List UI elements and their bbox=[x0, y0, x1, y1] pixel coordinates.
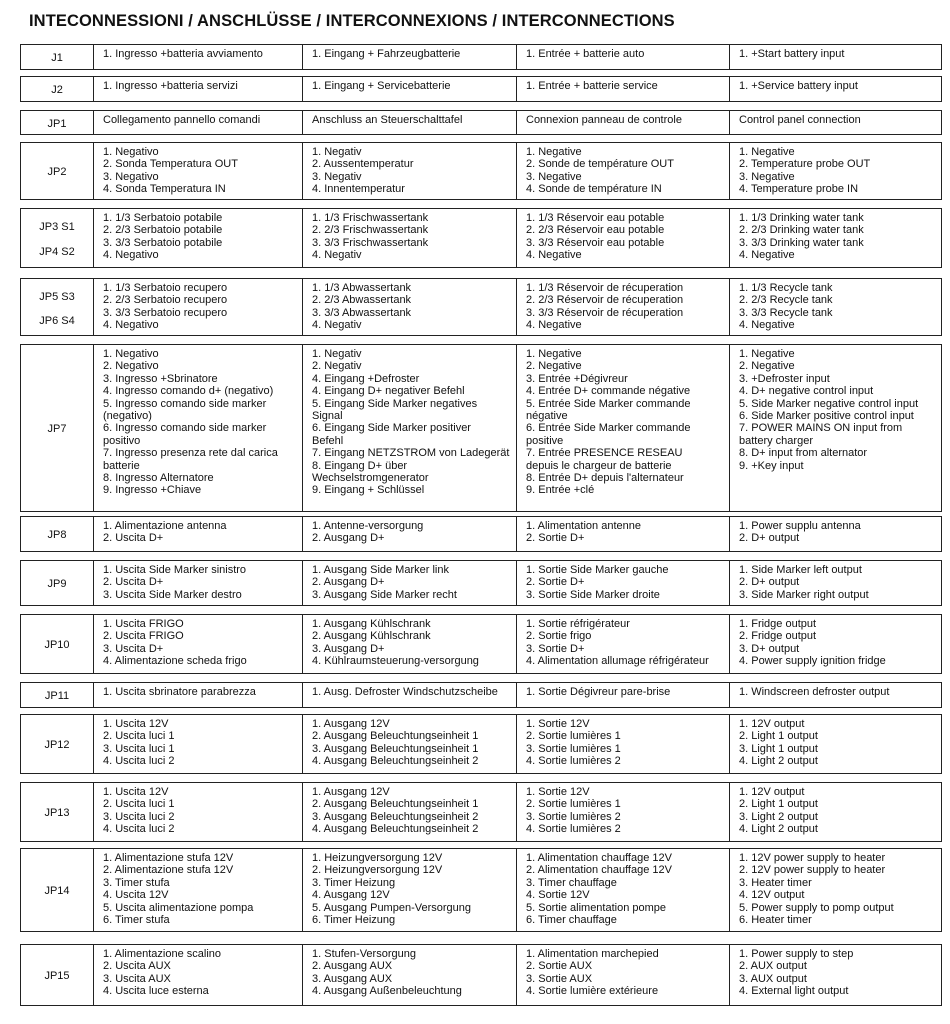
cell-german: 1. 1/3 Abwassertank 2. 2/3 Abwassertank 3. 3/3 Abwassertank 4. Negativ bbox=[303, 279, 517, 335]
cell-italian: 1. 1/3 Serbatoio potabile 2. 2/3 Serbatoio potabile 3. 3/3 Serbatoio potabile 4. Negativo bbox=[94, 209, 303, 267]
connector-id: JP2 bbox=[21, 143, 94, 199]
cell-french: 1. Negative 2. Negative 3. Entrée +Dégivreur 4. Entrée D+ commande négative 5. Entrée Side Marker commande négative 6. Entrée Side Marker commande positive 7. Entrée PRESENCE RESEAU depuis le chargeur de batterie 8. Entrée D+ depuis l'alternateur 9. Entrée +clé bbox=[517, 345, 730, 511]
cell-german: 1. Ausgang 12V 2. Ausgang Beleuchtungseinheit 1 3. Ausgang Beleuchtungseinheit 2 4. Ausgang Beleuchtungseinheit 2 bbox=[303, 783, 517, 841]
connector-id: JP10 bbox=[21, 615, 94, 673]
cell-french: 1. 1/3 Réservoir de récuperation 2. 2/3 Réservoir de récuperation 3. 3/3 Réservoir de récuperation 4. Negative bbox=[517, 279, 730, 335]
table-row bbox=[20, 944, 942, 1006]
connector-id: JP8 bbox=[21, 517, 94, 551]
cell-english: 1. Negative 2. Negative 3. +Defroster input 4. D+ negative control input 5. Side Marker negative control input 6. Side Marker positive control input 7. POWER MAINS ON input from battery charger 8. D+ input from alternator 9. +Key input bbox=[739, 348, 919, 472]
cell-english: 1. Side Marker left output 2. D+ output 3. Side Marker right output bbox=[739, 564, 869, 601]
cell-german: 1. Negativ 2. Negativ 4. Eingang +Defroster 4. Eingang D+ negativer Befehl 5. Eingang Side Marker negatives Signal 6. Eingang Side Marker positiver Befehl 7. Eingang NETZSTROM von Ladegerät 8. Eingang D+ über Wechselstromgenerator 9. Eingang + Schlüssel bbox=[303, 345, 517, 511]
cell-french: 1. 1/3 Réservoir eau potable 2. 2/3 Réservoir eau potable 3. 3/3 Réservoir eau potable 4. Negative bbox=[517, 209, 730, 267]
cell-italian: 1. Uscita 12V 2. Uscita luci 1 3. Uscita luci 1 4. Uscita luci 2 bbox=[94, 715, 303, 773]
cell-italian: 1. Alimentazione stufa 12V 2. Alimentazione stufa 12V 3. Timer stufa 4. Uscita 12V 5. Uscita alimentazione pompa 6. Timer stufa bbox=[94, 849, 303, 931]
cell-english: 1. Fridge output 2. Fridge output 3. D+ output 4. Power supply ignition fridge bbox=[739, 618, 886, 668]
cell-english: 1. 12V output 2. Light 1 output 3. Light 1 output 4. Light 2 output bbox=[739, 718, 818, 768]
table-row bbox=[20, 344, 942, 512]
table-row bbox=[20, 278, 942, 336]
cell-french: 1. Negative 2. Sonde de température OUT 3. Negative 4. Sonde de température IN bbox=[517, 143, 730, 199]
cell-french: 1. Sortie Dégivreur pare-brise bbox=[517, 683, 730, 707]
cell-english: 1. Negative 2. Temperature probe OUT 3. Negative 4. Temperature probe IN bbox=[739, 146, 871, 196]
cell-italian: 1. Uscita Side Marker sinistro 2. Uscita D+ 3. Uscita Side Marker destro bbox=[94, 561, 303, 605]
table-row bbox=[20, 110, 942, 135]
cell-french: 1. Alimentation antenne 2. Sortie D+ bbox=[517, 517, 730, 551]
cell-german: Anschluss an Steuerschalttafel bbox=[303, 111, 517, 134]
cell-french: 1. Sortie 12V 2. Sortie lumières 1 3. Sortie lumières 2 4. Sortie lumières 2 bbox=[517, 783, 730, 841]
page-title: INTECONNESSIONI / ANSCHLÜSSE / INTERCONNEXIONS / INTERCONNECTIONS bbox=[29, 12, 675, 30]
table-row bbox=[20, 44, 942, 70]
cell-italian: 1. Uscita 12V 2. Uscita luci 1 3. Uscita luci 2 4. Uscita luci 2 bbox=[94, 783, 303, 841]
cell-german: 1. Antenne-versorgung 2. Ausgang D+ bbox=[303, 517, 517, 551]
cell-italian: Collegamento pannello comandi bbox=[94, 111, 303, 134]
cell-italian: 1. Ingresso +batteria servizi bbox=[94, 77, 303, 101]
cell-french: 1. Sortie 12V 2. Sortie lumières 1 3. Sortie lumières 1 4. Sortie lumières 2 bbox=[517, 715, 730, 773]
cell-german: 1. Eingang + Fahrzeugbatterie bbox=[303, 45, 517, 69]
cell-french: 1. Entrée + batterie service bbox=[517, 77, 730, 101]
cell-italian: 1. Alimentazione scalino 2. Uscita AUX 3. Uscita AUX 4. Uscita luce esterna bbox=[94, 945, 303, 1005]
connector-id: JP3 S1 JP4 S2 bbox=[21, 209, 94, 267]
table-row bbox=[20, 848, 942, 932]
table-row bbox=[20, 714, 942, 774]
connector-id: JP14 bbox=[21, 849, 94, 931]
connector-id: J1 bbox=[21, 45, 94, 69]
cell-german: 1. Ausgang Kühlschrank 2. Ausgang Kühlschrank 3. Ausgang D+ 4. Kühlraumsteuerung-versorgung bbox=[303, 615, 517, 673]
connector-id: JP7 bbox=[21, 345, 94, 511]
cell-english: 1. 12V power supply to heater 2. 12V power supply to heater 3. Heater timer 4. 12V output 5. Power supply to pomp output 6. Heater timer bbox=[739, 852, 894, 927]
table-row bbox=[20, 76, 942, 102]
connector-id: J2 bbox=[21, 77, 94, 101]
cell-french: 1. Sortie Side Marker gauche 2. Sortie D+ 3. Sortie Side Marker droite bbox=[517, 561, 730, 605]
cell-italian: 1. Uscita sbrinatore parabrezza bbox=[94, 683, 303, 707]
connector-id: JP12 bbox=[21, 715, 94, 773]
connector-id: JP9 bbox=[21, 561, 94, 605]
table-row bbox=[20, 682, 942, 708]
cell-english: 1. Power supplu antenna 2. D+ output bbox=[739, 520, 861, 545]
cell-french: 1. Sortie réfrigérateur 2. Sortie frigo 3. Sortie D+ 4. Alimentation allumage réfrigérateur bbox=[517, 615, 730, 673]
cell-italian: 1. Negativo 2. Sonda Temperatura OUT 3. Negativo 4. Sonda Temperatura IN bbox=[94, 143, 303, 199]
cell-german: 1. Eingang + Servicebatterie bbox=[303, 77, 517, 101]
table-row bbox=[20, 208, 942, 268]
cell-italian: 1. Uscita FRIGO 2. Uscita FRIGO 3. Uscita D+ 4. Alimentazione scheda frigo bbox=[94, 615, 303, 673]
cell-italian: 1. 1/3 Serbatoio recupero 2. 2/3 Serbatoio recupero 3. 3/3 Serbatoio recupero 4. Negativo bbox=[94, 279, 303, 335]
table-row bbox=[20, 782, 942, 842]
cell-german: 1. Ausg. Defroster Windschutzscheibe bbox=[303, 683, 517, 707]
cell-italian: 1. Negativo 2. Negativo 3. Ingresso +Sbrinatore 4. Ingresso comando d+ (negativo) 5. Ingresso comando side marker (negativo) 6. Ingresso comando side marker positivo 7. Ingresso presenza rete dal carica batterie 8. Ingresso Alternatore 9. Ingresso +Chiave bbox=[94, 345, 303, 511]
connector-id: JP15 bbox=[21, 945, 94, 1005]
cell-german: 1. Negativ 2. Aussentemperatur 3. Negativ 4. Innentemperatur bbox=[303, 143, 517, 199]
cell-italian: 1. Ingresso +batteria avviamento bbox=[94, 45, 303, 69]
connector-id: JP1 bbox=[21, 111, 94, 134]
cell-english: 1. +Service battery input bbox=[739, 80, 858, 92]
cell-german: 1. Ausgang 12V 2. Ausgang Beleuchtungseinheit 1 3. Ausgang Beleuchtungseinheit 1 4. Ausgang Beleuchtungseinheit 2 bbox=[303, 715, 517, 773]
cell-english: 1. 1/3 Drinking water tank 2. 2/3 Drinking water tank 3. 3/3 Drinking water tank 4. Negative bbox=[739, 212, 864, 262]
cell-german: 1. Heizungversorgung 12V 2. Heizungversorgung 12V 3. Timer Heizung 4. Ausgang 12V 5. Ausgang Pumpen-Versorgung 6. Timer Heizung bbox=[303, 849, 517, 931]
cell-french: 1. Alimentation chauffage 12V 2. Alimentation chauffage 12V 3. Timer chauffage 4. Sortie 12V 5. Sortie alimentation pompe 6. Timer chauffage bbox=[517, 849, 730, 931]
cell-english: 1. Power supply to step 2. AUX output 3. AUX output 4. External light output bbox=[739, 948, 854, 998]
connector-id: JP13 bbox=[21, 783, 94, 841]
cell-french: 1. Alimentation marchepied 2. Sortie AUX 3. Sortie AUX 4. Sortie lumière extérieure bbox=[517, 945, 730, 1005]
cell-english: 1. 12V output 2. Light 1 output 3. Light 2 output 4. Light 2 output bbox=[739, 786, 818, 836]
connector-id: JP11 bbox=[21, 683, 94, 707]
cell-english: 1. Windscreen defroster output bbox=[739, 686, 890, 698]
cell-german: 1. Stufen-Versorgung 2. Ausgang AUX 3. Ausgang AUX 4. Ausgang Außenbeleuchtung bbox=[303, 945, 517, 1005]
table-row bbox=[20, 614, 942, 674]
cell-english: Control panel connection bbox=[739, 114, 861, 126]
cell-english: 1. 1/3 Recycle tank 2. 2/3 Recycle tank 3. 3/3 Recycle tank 4. Negative bbox=[739, 282, 833, 332]
cell-french: 1. Entrée + batterie auto bbox=[517, 45, 730, 69]
table-row bbox=[20, 142, 942, 200]
cell-german: 1. 1/3 Frischwassertank 2. 2/3 Frischwassertank 3. 3/3 Frischwassertank 4. Negativ bbox=[303, 209, 517, 267]
table-row bbox=[20, 560, 942, 606]
cell-english: 1. +Start battery input bbox=[739, 48, 845, 60]
cell-french: Connexion panneau de controle bbox=[517, 111, 730, 134]
cell-german: 1. Ausgang Side Marker link 2. Ausgang D+ 3. Ausgang Side Marker recht bbox=[303, 561, 517, 605]
table-row bbox=[20, 516, 942, 552]
cell-italian: 1. Alimentazione antenna 2. Uscita D+ bbox=[94, 517, 303, 551]
connector-id: JP5 S3 JP6 S4 bbox=[21, 279, 94, 335]
